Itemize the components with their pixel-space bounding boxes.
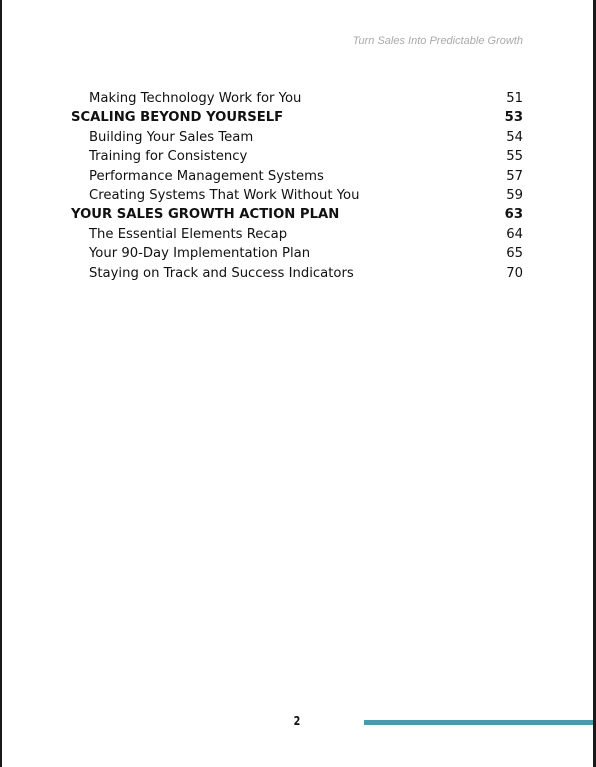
table-of-contents <box>0 89 596 283</box>
toc-entry-page: 70 <box>506 265 523 281</box>
toc-entry-page: 59 <box>506 187 523 203</box>
toc-section-page: 63 <box>504 207 523 223</box>
toc-section[interactable] <box>0 108 596 127</box>
toc-entry-page: 54 <box>506 129 523 145</box>
footer-accent-bar <box>364 720 593 725</box>
toc-entry-title: Building Your Sales Team <box>89 129 254 145</box>
toc-entry-title: Performance Management Systems <box>89 168 324 184</box>
toc-entry-page: 57 <box>506 168 523 184</box>
toc-entry[interactable] <box>0 89 596 108</box>
toc-entry[interactable] <box>0 147 596 166</box>
toc-section-title: YOUR SALES GROWTH ACTION PLAN <box>71 207 340 223</box>
toc-entry[interactable] <box>0 264 596 283</box>
toc-section-title: SCALING BEYOND YOURSELF <box>71 110 284 126</box>
toc-entry-page: 51 <box>506 91 523 106</box>
toc-section-page: 53 <box>504 110 523 126</box>
toc-section[interactable] <box>0 205 596 224</box>
toc-entry-page: 65 <box>506 246 523 262</box>
toc-entry-title: Staying on Track and Success Indicators <box>89 265 354 281</box>
toc-entry[interactable] <box>0 186 596 205</box>
toc-entry[interactable] <box>0 225 596 244</box>
toc-entry-title: Training for Consistency <box>89 149 248 165</box>
toc-entry-title: Creating Systems That Work Without You <box>89 187 360 203</box>
toc-entry[interactable] <box>0 167 596 186</box>
toc-entry-title: Your 90-Day Implementation Plan <box>89 246 311 262</box>
toc-entry-page: 55 <box>506 149 523 165</box>
page-number: 2 <box>293 714 301 728</box>
toc-entry[interactable] <box>0 244 596 263</box>
toc-entry-title: The Essential Elements Recap <box>89 226 288 242</box>
toc-entry[interactable] <box>0 128 596 147</box>
toc-entry-title: Making Technology Work for You <box>89 91 302 106</box>
toc-entry-page: 64 <box>506 226 523 242</box>
running-header: Turn Sales Into Predictable Growth <box>352 35 523 47</box>
